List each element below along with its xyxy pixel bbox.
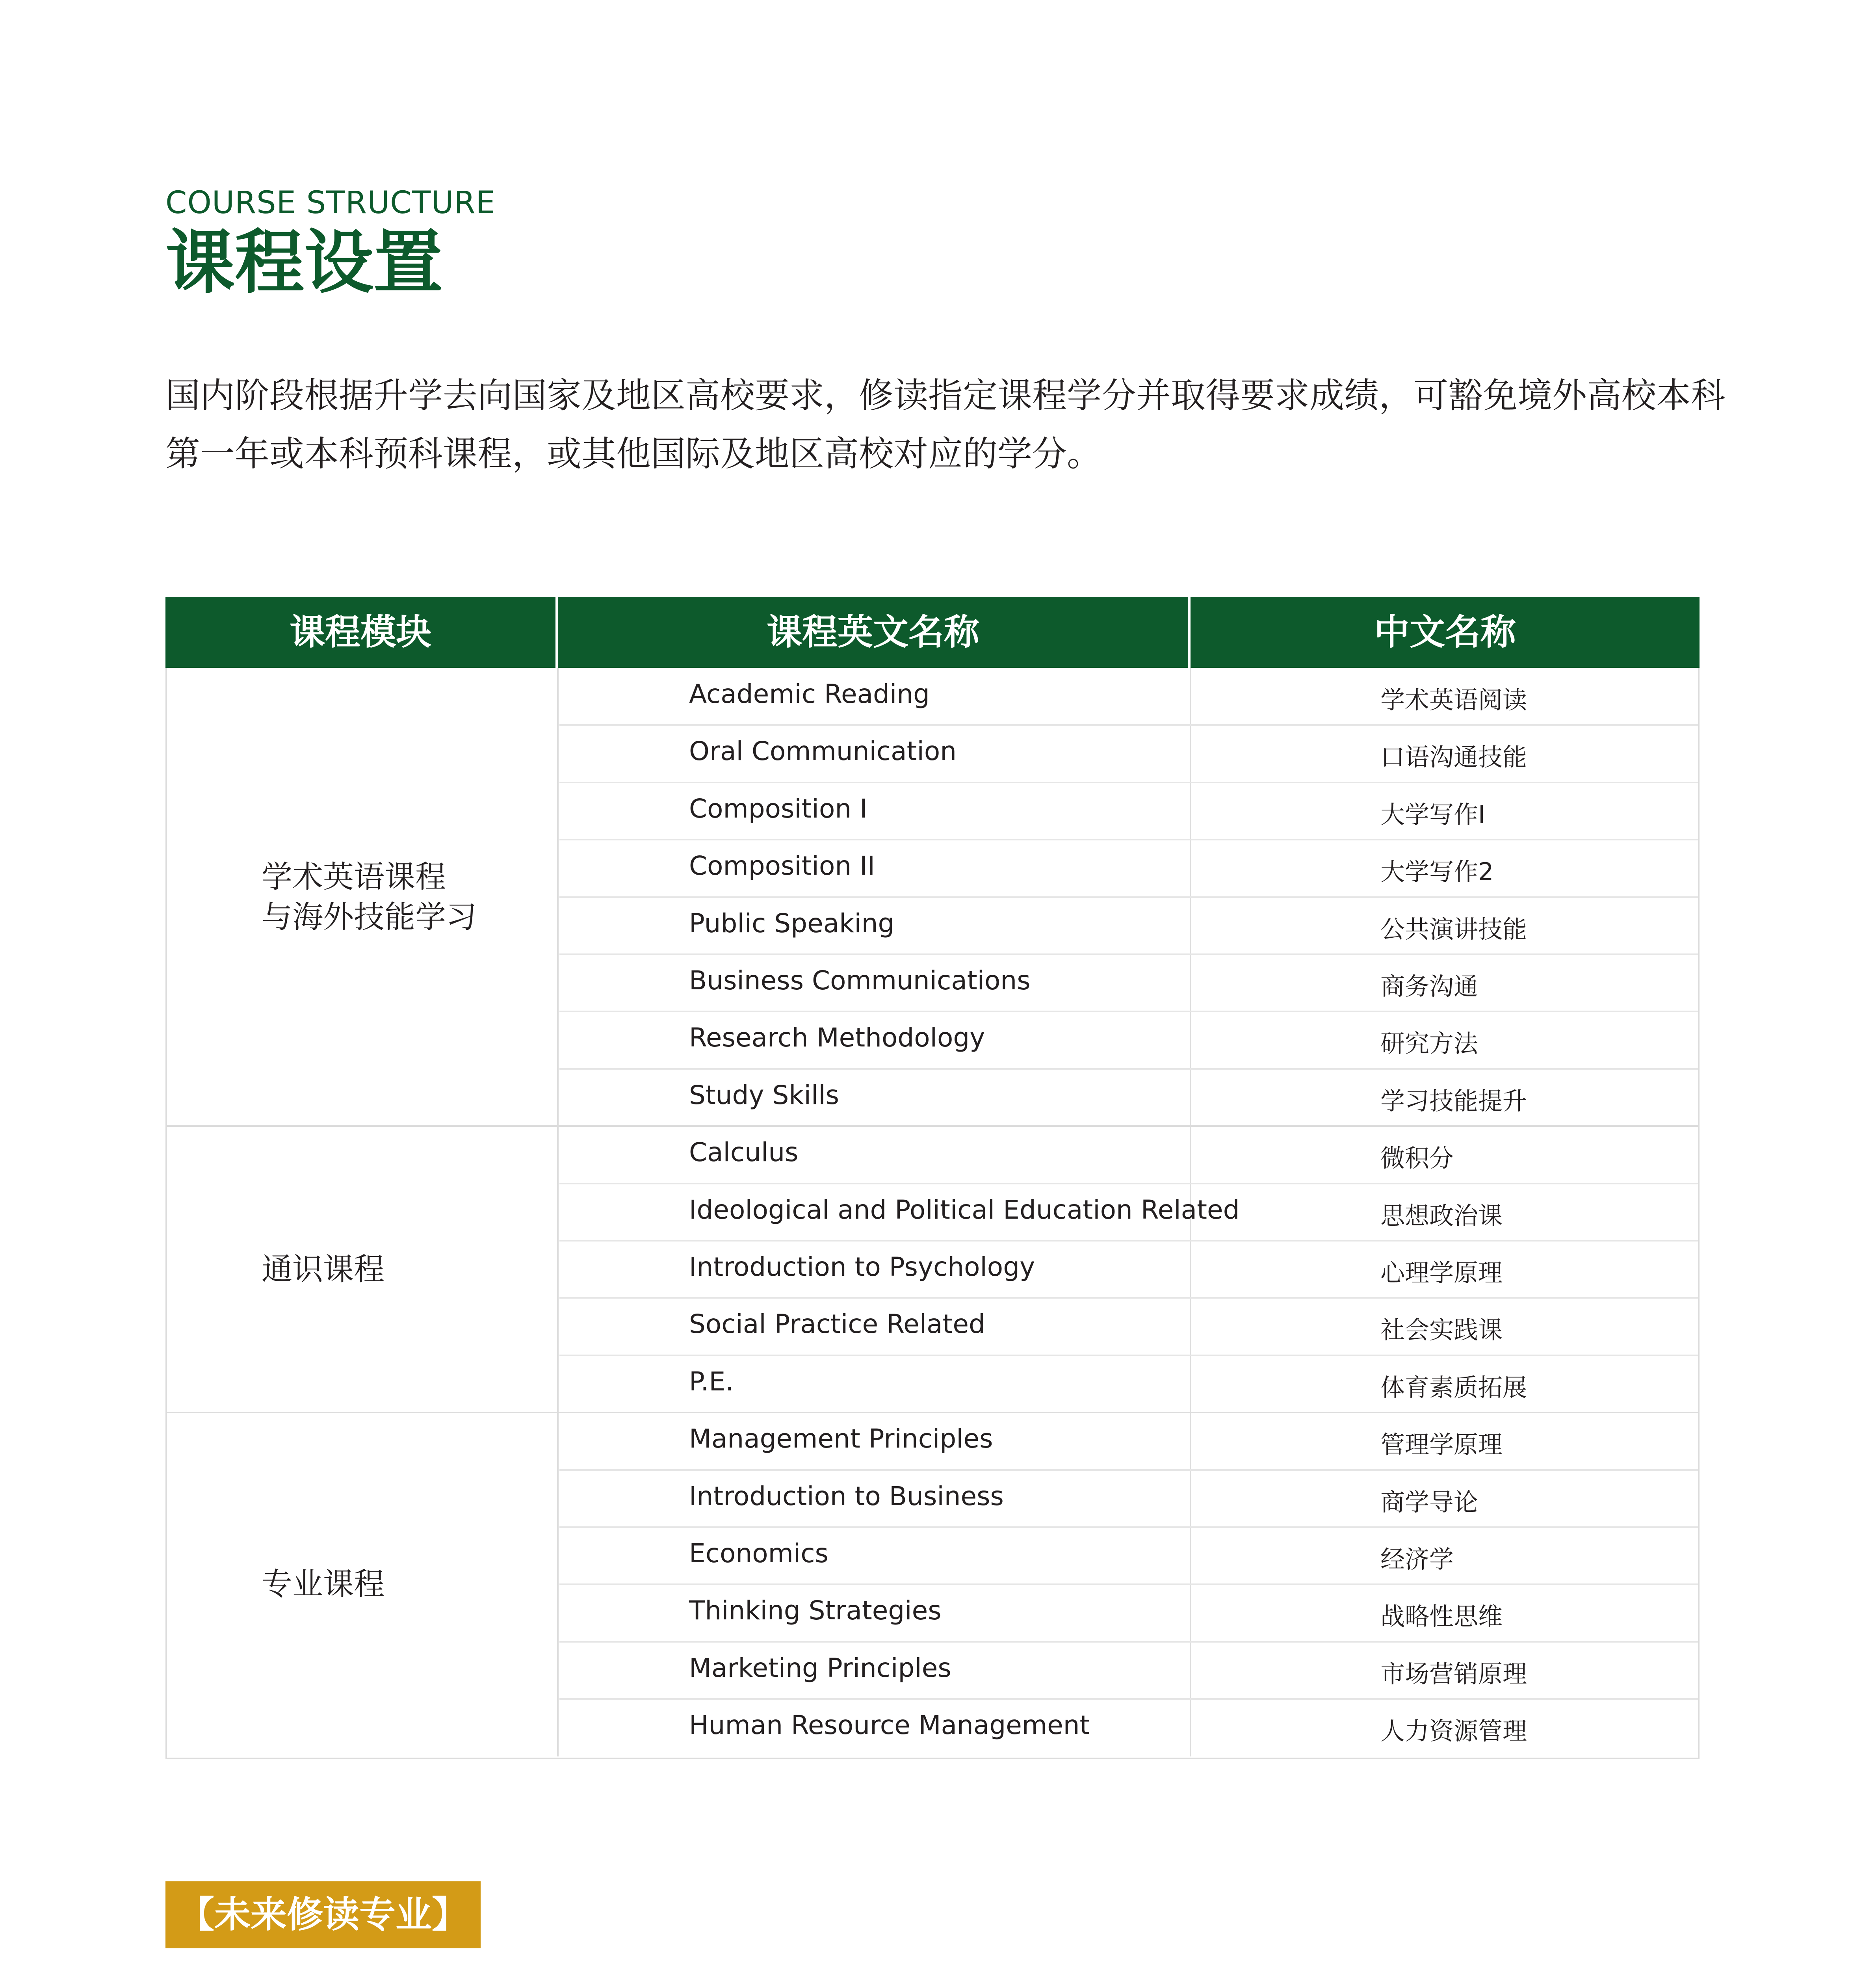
module-label-line: 专业课程	[262, 1567, 385, 1602]
module-label-line: 学术英语课程	[262, 859, 446, 895]
course-english-name: Economics	[689, 1538, 828, 1569]
course-module-label	[262, 1249, 384, 1290]
row-divider	[559, 1641, 1698, 1643]
header-module: 课程模块	[290, 611, 431, 653]
course-english-name: Composition II	[689, 851, 875, 881]
header-english-name: 课程英文名称	[767, 611, 979, 653]
row-divider	[559, 1583, 1698, 1585]
row-divider	[559, 953, 1698, 955]
future-majors-tag: 【未来修读专业】	[165, 1881, 481, 1948]
row-divider	[559, 1068, 1698, 1070]
module-label-line: 与海外技能学习	[262, 899, 477, 935]
row-divider	[559, 1240, 1698, 1241]
course-english-name: Oral Communication	[689, 736, 957, 767]
course-english-name: Introduction to Psychology	[689, 1252, 1035, 1282]
course-english-name: Research Methodology	[689, 1022, 985, 1053]
course-chinese-name: 管理学原理	[1380, 1430, 1503, 1459]
course-chinese-name: 商学导论	[1380, 1487, 1479, 1517]
row-divider	[559, 1355, 1698, 1356]
course-chinese-name: 学术英语阅读	[1380, 686, 1527, 714]
course-english-name: P.E.	[689, 1366, 734, 1397]
course-chinese-name: 微积分	[1380, 1144, 1454, 1173]
section-subtitle-en: COURSE STRUCTURE	[165, 185, 496, 221]
course-english-name: Calculus	[689, 1137, 799, 1168]
course-english-name: Composition I	[689, 793, 867, 824]
course-chinese-name: 社会实践课	[1380, 1316, 1503, 1345]
row-divider	[559, 1011, 1698, 1012]
row-divider	[559, 1698, 1698, 1700]
course-english-name: Marketing Principles	[689, 1652, 951, 1683]
course-chinese-name: 心理学原理	[1380, 1258, 1503, 1287]
group-divider	[167, 1412, 1698, 1413]
header-chinese-name: 中文名称	[1374, 611, 1516, 653]
course-english-name: Thinking Strategies	[689, 1595, 942, 1626]
course-english-name: Study Skills	[689, 1080, 840, 1110]
module-label-line: 通识课程	[262, 1251, 385, 1287]
row-divider	[559, 839, 1698, 840]
column-divider	[557, 668, 559, 1756]
course-chinese-name: 思想政治课	[1380, 1201, 1503, 1230]
group-divider	[167, 1125, 1698, 1127]
course-chinese-name: 口语沟通技能	[1380, 743, 1527, 772]
course-chinese-name: 大学写作I	[1380, 800, 1486, 829]
page-title: 课程设置	[165, 222, 443, 303]
row-divider	[559, 896, 1698, 898]
course-table	[165, 597, 1700, 1759]
course-chinese-name: 经济学	[1380, 1545, 1454, 1574]
course-english-name: Social Practice Related	[689, 1309, 985, 1340]
course-english-name: Introduction to Business	[689, 1481, 1004, 1511]
course-chinese-name: 战略性思维	[1380, 1602, 1503, 1631]
row-divider	[559, 1526, 1698, 1528]
row-divider	[559, 1183, 1698, 1184]
course-chinese-name: 公共演讲技能	[1380, 914, 1527, 944]
row-divider	[559, 1297, 1698, 1299]
course-module-label	[262, 1564, 384, 1604]
row-divider	[559, 782, 1698, 783]
course-chinese-name: 学习技能提升	[1380, 1086, 1527, 1115]
course-english-name: Public Speaking	[689, 908, 895, 939]
course-chinese-name: 体育素质拓展	[1380, 1373, 1527, 1402]
course-english-name: Management Principles	[689, 1424, 993, 1454]
course-module-label	[262, 857, 477, 937]
intro-paragraph: 国内阶段根据升学去向国家及地区高校要求，修读指定课程学分并取得要求成绩，可豁免境外高校本科第一年或本科预科课程，或其他国际及地区高校对应的学分。	[165, 375, 1726, 474]
course-english-name: Ideological and Political Education Related	[689, 1194, 1240, 1225]
row-divider	[559, 1469, 1698, 1471]
course-chinese-name: 大学写作2	[1380, 857, 1494, 886]
course-chinese-name: 研究方法	[1380, 1029, 1479, 1058]
table-header	[165, 597, 1700, 668]
course-chinese-name: 商务沟通	[1380, 972, 1479, 1001]
course-english-name: Business Communications	[689, 965, 1031, 996]
course-chinese-name: 市场营销原理	[1380, 1659, 1527, 1688]
course-english-name: Academic Reading	[689, 679, 930, 709]
course-chinese-name: 人力资源管理	[1380, 1717, 1527, 1746]
course-english-name: Human Resource Management	[689, 1710, 1090, 1741]
row-divider	[559, 724, 1698, 726]
